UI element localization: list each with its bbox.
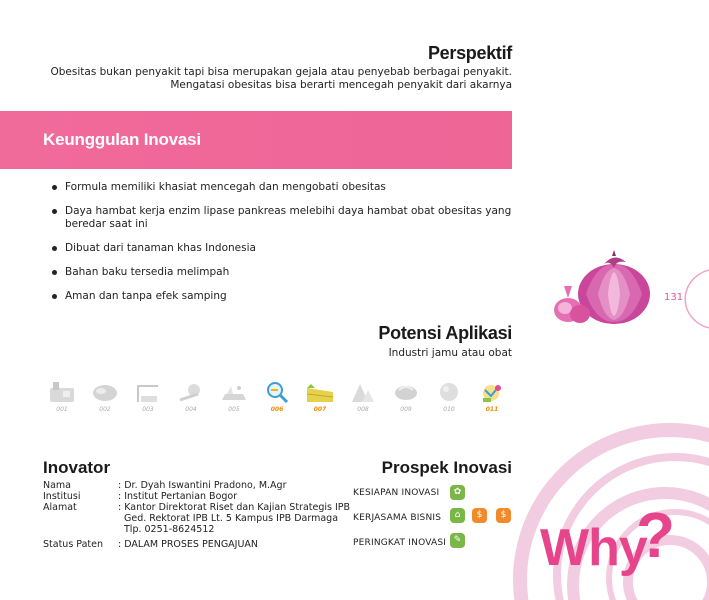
- row-value: Tlp. 0251-8624512: [124, 524, 215, 535]
- icon-code: 002: [99, 406, 111, 413]
- page-number: 131: [664, 292, 684, 303]
- farm-field-icon: [305, 380, 335, 413]
- icon-code: 003: [142, 406, 154, 413]
- kerjasama-label: KERJASAMA BISNIS: [353, 513, 442, 523]
- industry-icon: [219, 380, 249, 413]
- row-label: Alamat: [43, 502, 77, 513]
- money-bag-icon: $: [496, 508, 511, 523]
- peringkat-label: PERINGKAT INOVASI: [353, 538, 447, 548]
- list-item: Aman dan tanpa efek samping: [52, 290, 514, 303]
- icon-code: 008: [357, 406, 369, 413]
- gear-icon: ✿: [450, 485, 465, 500]
- question-mark-icon: ?: [636, 499, 676, 571]
- list-item: Daya hambat kerja enzim lipase pankreas melebihi daya hambat obat obesitas yang beredar saat ini: [52, 205, 514, 231]
- perspektif-body: Obesitas bukan penyakit tapi bisa merupakan gejala atau penyebab berbagai penyakit. Mengatasi obesitas bisa berarti mencegah penyakit dari akarnya: [50, 66, 512, 91]
- list-item: Formula memiliki khasiat mencegah dan mengobati obesitas: [52, 181, 514, 194]
- icon-code: 001: [56, 406, 68, 413]
- medicine-icon: [477, 380, 507, 413]
- factory-icon: [47, 380, 77, 413]
- inovator-table: [43, 480, 350, 550]
- money-bag-icon: $: [472, 508, 487, 523]
- row-value: : Institut Pertanian Bogor: [118, 491, 238, 502]
- icon-code: 006: [270, 406, 284, 413]
- row-value: Ged. Rektorat IPB Lt. 5 Kampus IPB Darmaga: [124, 513, 339, 524]
- table-row: [43, 502, 350, 513]
- table-row: [43, 491, 350, 502]
- microscope-icon: [262, 380, 292, 413]
- mangosteen-illustration: [546, 250, 656, 330]
- prospek-title: Prospek Inovasi: [381, 458, 512, 477]
- row-value: : Kantor Direktorat Riset dan Kajian Strategis IPB: [118, 502, 351, 513]
- icon-code: 011: [485, 406, 499, 413]
- icon-code: 010: [443, 406, 455, 413]
- livestock-icon: [391, 380, 421, 413]
- inovator-title: Inovator: [43, 458, 111, 477]
- potensi-title: Potensi Aplikasi: [378, 323, 512, 343]
- handshake-icon: ⌂: [450, 508, 465, 523]
- list-item: Dibuat dari tanaman khas Indonesia: [52, 242, 514, 255]
- kesiapan-label: KESIAPAN INOVASI: [353, 488, 440, 498]
- construction-icon: [133, 380, 163, 413]
- row-label: [43, 524, 118, 535]
- list-item: Bahan baku tersedia melimpah: [52, 266, 514, 279]
- row-label: Nama: [43, 480, 72, 491]
- energy-icon: [176, 380, 206, 413]
- row-value: : DALAM PROSES PENGAJUAN: [118, 539, 259, 550]
- table-row: [43, 535, 350, 550]
- forest-icon: [348, 380, 378, 413]
- row-value: : Dr. Dyah Iswantini Pradono, M.Agr: [118, 480, 287, 491]
- table-row: [43, 480, 350, 491]
- row-label: Institusi: [43, 491, 81, 502]
- perspektif-title: Perspektif: [427, 43, 512, 63]
- potensi-body: Industri jamu atau obat: [388, 347, 512, 359]
- row-label: [43, 513, 118, 524]
- tools-icon: [90, 380, 120, 413]
- table-row: [43, 513, 350, 524]
- rating-icon: ✎: [450, 533, 465, 548]
- icon-code: 007: [313, 406, 327, 413]
- icon-code: 009: [400, 406, 412, 413]
- icon-code: 005: [228, 406, 240, 413]
- keunggulan-list: [52, 181, 514, 303]
- globe-icon: [434, 380, 464, 413]
- icon-code: 004: [185, 406, 197, 413]
- why-text: Why: [540, 519, 647, 577]
- row-label: Status Paten: [43, 539, 104, 550]
- table-row: [43, 524, 350, 535]
- keunggulan-title: Keunggulan Inovasi: [43, 130, 201, 149]
- potensi-icon-strip: [47, 380, 517, 420]
